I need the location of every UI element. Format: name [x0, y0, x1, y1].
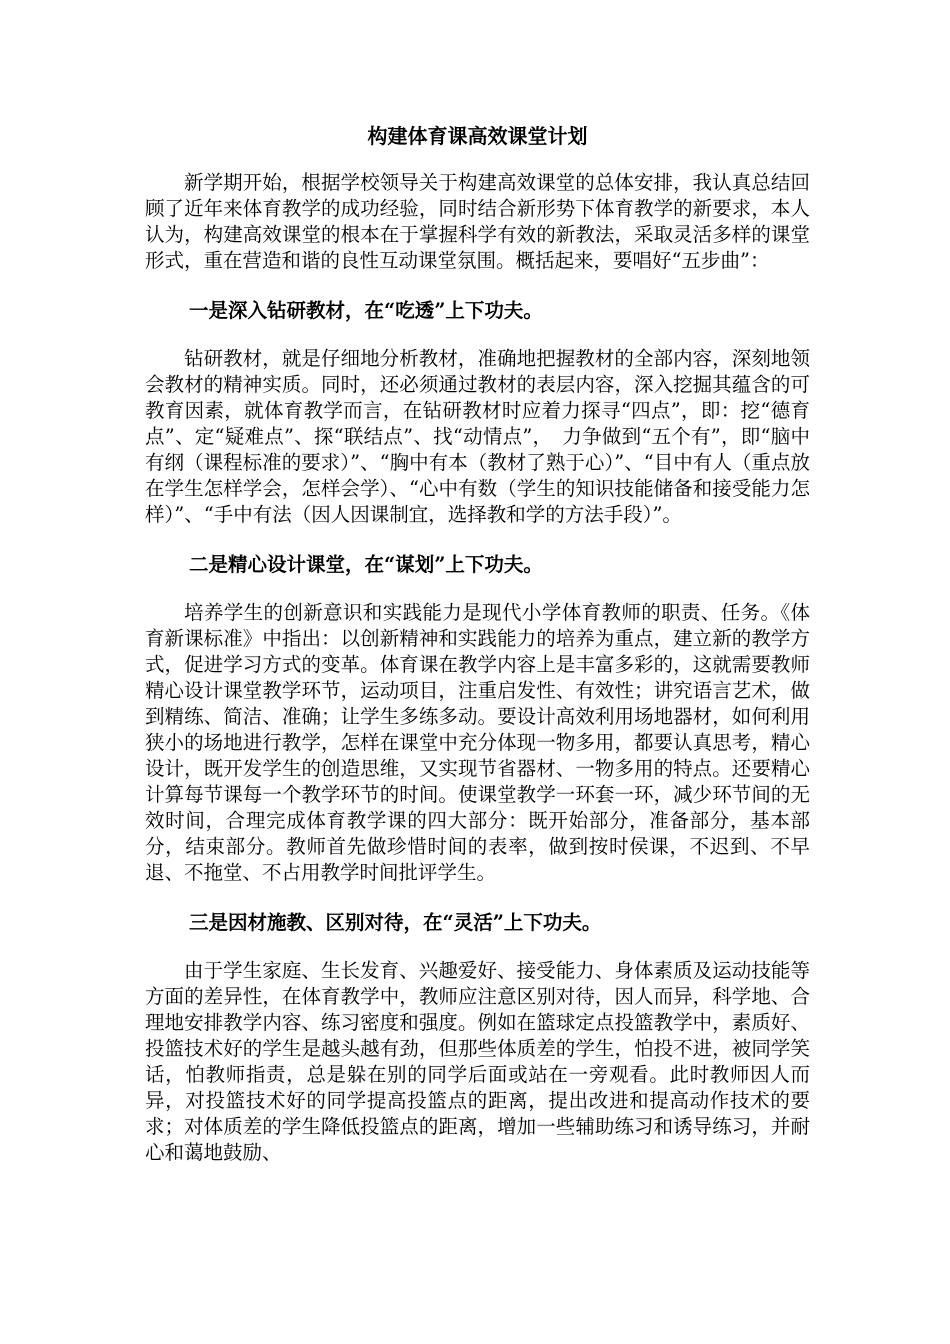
section-heading-1: 一是深入钻研教材，在“吃透”上下功夫。 [189, 299, 543, 322]
section-heading-3: 三是因材施教、区别对待，在“灵活”上下功夫。 [189, 911, 602, 934]
section-body-3: 由于学生家庭、生长发育、兴趣爱好、接受能力、身体素质及运动技能等方面的差异性，在体育教学中，教师应注意区别对待，因人而异，科学地、合理地安排教学内容、练习密度和强度。例如在篮球定点投篮教学中，素质好、投篮技术好的学生是越头越有劲，但那些体质差的学生，怕投不进，被同学笑话，怕教师指责，总是躲在别的同学后面或站在一旁观看。此时教师因人而异，对投篮技术好的同学提高投篮点的距离，提出改进和提高动作技术的要求；对体质差的学生降低投篮点的距离，增加一些辅助练习和诱导练习，并耐心和蔼地鼓励、 [145, 959, 810, 1164]
document-title: 构建体育课高效课堂计划 [367, 124, 588, 148]
section-body-1: 钻研教材，就是仔细地分析教材，准确地把握教材的全部内容，深刻地领会教材的精神实质。同时，还必须通过教材的表层内容，深入挖掘其蕴含的可教育因素，就体育教学而言，在钻研教材时应着力探寻“四点”，即：挖“德育点”、定“疑难点”、探“联结点”、找“动情点”， 力争做到“五个有”，即“脑中有纲（课程标准的要求）”、“胸中有本（教材了熟于心）”、“目中有人（重点放在学生怎样学会，怎样会学）、“心中有数（学生的知识技能储备和接受能力怎样）”、“手中有法（因人因课制宜，选择教和学的方法手段）”。 [145, 347, 810, 526]
section-heading-2: 二是精心设计课堂，在“谋划”上下功夫。 [189, 553, 543, 576]
section-body-2: 培养学生的创新意识和实践能力是现代小学体育教师的职责、任务。《体育新课标准》中指出：以创新精神和实践能力的培养为重点，建立新的教学方式，促进学习方式的变革。体育课在教学内容上是丰富多彩的，这就需要教师精心设计课堂教学环节，运动项目，注重启发性、有效性；讲究语言艺术，做到精练、简洁、准确；让学生多练多动。要设计高效利用场地器材，如何利用狭小的场地进行教学，怎样在课堂中充分体现一物多用，都要认真思考，精心设计，既开发学生的创造思维，又实现节省器材、一物多用的特点。还要精心计算每节课每一个教学环节的时间。使课堂教学一环套一环，减少环节间的无效时间，合理完成体育教学课的四大部分：既开始部分，准备部分，基本部分，结束部分。教师首先做珍惜时间的表率，做到按时侯课，不迟到、不早退、不拖堂、不占用教学时间批评学生。 [145, 601, 810, 884]
intro-paragraph: 新学期开始，根据学校领导关于构建高效课堂的总体安排，我认真总结回顾了近年来体育教学的成功经验，同时结合新形势下体育教学的新要求，本人认为，构建高效课堂的根本在于掌握科学有效的新教法，采取灵活多样的课堂形式，重在营造和谐的良性互动课堂氛围。概括起来，要唱好“五步曲”： [145, 171, 810, 272]
document-page [145, 122, 810, 1166]
